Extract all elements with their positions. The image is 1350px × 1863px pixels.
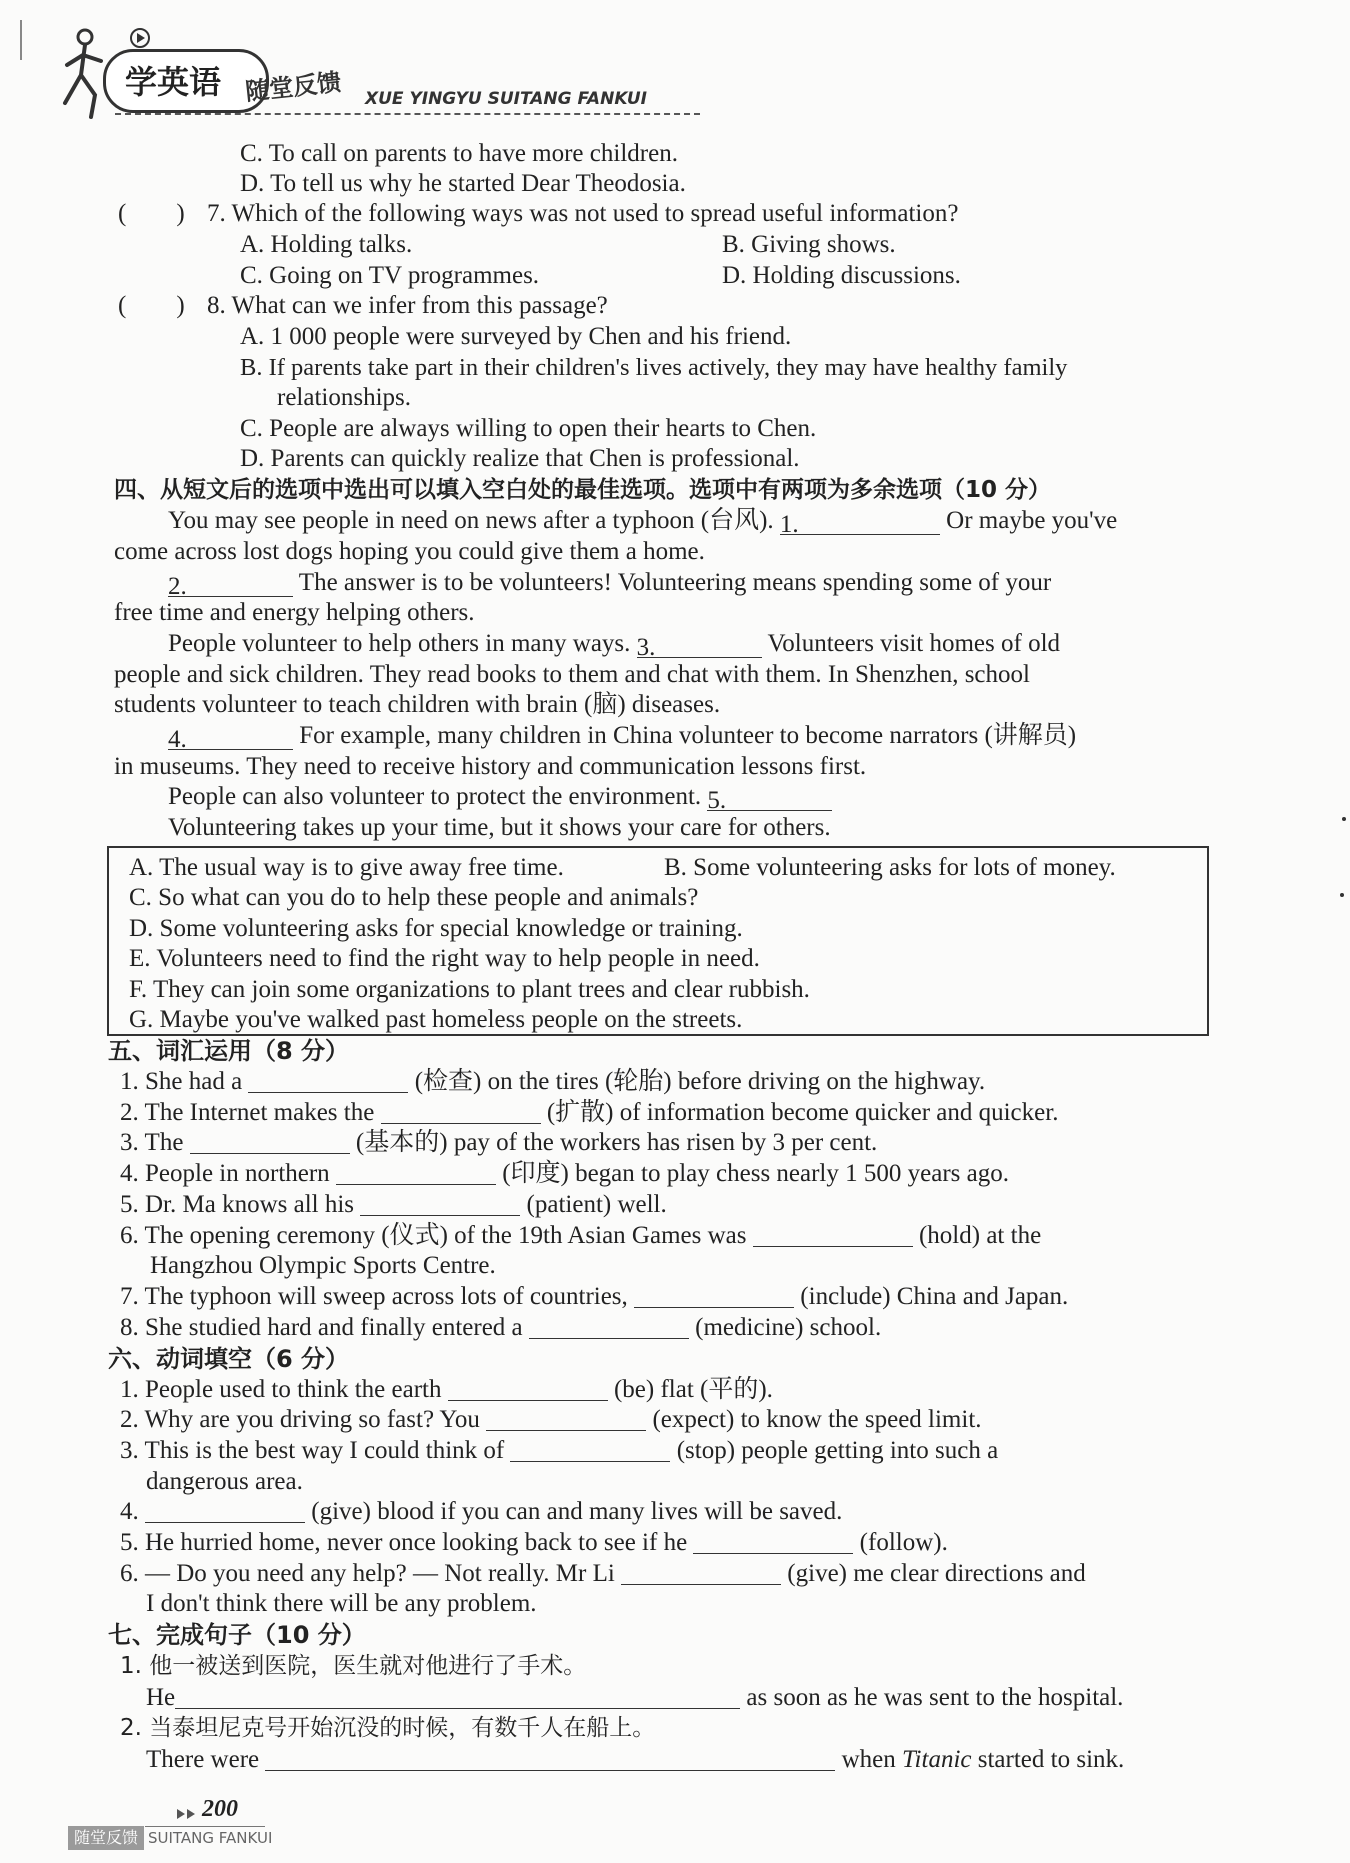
q8-option-c: C. People are always willing to open their hearts to Chen. xyxy=(240,415,817,442)
q8-stem: 8. What can we infer from this passage? xyxy=(207,292,608,319)
q7-option-b: B. Giving shows. xyxy=(722,231,896,258)
blank-2[interactable]: 2. xyxy=(168,572,293,597)
answer-blank[interactable] xyxy=(621,1560,781,1585)
options-box xyxy=(107,846,1209,1036)
translate-q2: There were when Titanic started to sink. xyxy=(146,1746,1125,1773)
option-g: G. Maybe you've walked past homeless people on the streets. xyxy=(129,1006,743,1033)
option-c: C. So what can you do to help these people and animals? xyxy=(129,884,699,911)
passage-line: 2. The answer is to be volunteers! Volunteering means spending some of your xyxy=(168,569,1052,600)
option-b: B. Some volunteering asks for lots of money. xyxy=(664,854,1116,881)
vocab-q6-cont: Hangzhou Olympic Sports Centre. xyxy=(150,1252,496,1279)
double-arrow-icon xyxy=(175,1808,199,1820)
answer-blank[interactable] xyxy=(510,1437,670,1462)
answer-blank[interactable] xyxy=(693,1529,853,1554)
q7-answer-paren[interactable]: ( ) xyxy=(118,200,185,227)
header-rule xyxy=(115,113,700,115)
passage-line: people and sick children. They read books to them and chat with them. In Shenzhen, school xyxy=(114,661,1030,688)
passage-line: People can also volunteer to protect the environment. 5. xyxy=(168,782,832,812)
margin-line xyxy=(20,20,22,60)
verb-q1: 1. People used to think the earth (be) flat (平的). xyxy=(120,1376,773,1403)
verb-q2: 2. Why are you driving so fast? You (expect) to know the speed limit. xyxy=(120,1406,982,1433)
verb-q5: 5. He hurried home, never once looking back to see if he (follow). xyxy=(120,1529,948,1556)
q7-option-d: D. Holding discussions. xyxy=(722,262,961,289)
verb-q6: 6. — Do you need any help? — Not really. Mr Li (give) me clear directions and xyxy=(120,1560,1086,1587)
section4-title: 四、从短文后的选项中选出可以填入空白处的最佳选项。选项中有两项为多余选项（10 分） xyxy=(114,477,1052,503)
verb-q6-cont: I don't think there will be any problem. xyxy=(146,1590,537,1617)
q7-option-a: A. Holding talks. xyxy=(240,231,413,258)
q8-option-a: A. 1 000 people were surveyed by Chen and his friend. xyxy=(240,323,792,350)
vocab-q6: 6. The opening ceremony (仪式) of the 19th Asian Games was (hold) at the xyxy=(120,1222,1042,1249)
q8-option-d: D. Parents can quickly realize that Chen is professional. xyxy=(240,445,800,472)
passage-line: students volunteer to teach children with brain (脑) diseases. xyxy=(114,691,721,718)
answer-blank[interactable] xyxy=(486,1406,646,1431)
vocab-q7: 7. The typhoon will sweep across lots of countries, (include) China and Japan. xyxy=(120,1283,1069,1310)
margin-dot xyxy=(1340,893,1344,897)
vocab-q3: 3. The (基本的) pay of the workers has risen by 3 per cent. xyxy=(120,1129,878,1156)
brand-pinyin: XUE YINGYU SUITANG FANKUI xyxy=(365,89,648,109)
answer-blank[interactable] xyxy=(360,1191,520,1216)
footer-rule xyxy=(145,1826,265,1827)
q7-option-c: C. Going on TV programmes. xyxy=(240,262,540,289)
answer-blank[interactable] xyxy=(336,1160,496,1185)
option-e: E. Volunteers need to find the right way to help people in need. xyxy=(129,945,760,972)
answer-blank[interactable] xyxy=(248,1068,408,1093)
answer-blank[interactable] xyxy=(529,1314,689,1339)
q6-option-c: C. To call on parents to have more children. xyxy=(240,140,678,167)
passage-line: free time and energy helping others. xyxy=(114,599,475,626)
vocab-q8: 8. She studied hard and finally entered a (medicine) school. xyxy=(120,1314,882,1341)
answer-blank[interactable] xyxy=(265,1746,835,1771)
passage-line: Volunteering takes up your time, but it shows your care for others. xyxy=(168,814,831,841)
q7-stem: 7. Which of the following ways was not used to spread useful information? xyxy=(207,200,959,227)
vocab-q5: 5. Dr. Ma knows all his (patient) well. xyxy=(120,1191,667,1218)
answer-blank[interactable] xyxy=(753,1222,913,1247)
footer-label: 随堂反馈 xyxy=(68,1826,144,1850)
blank-3[interactable]: 3. xyxy=(637,633,762,658)
answer-blank[interactable] xyxy=(145,1498,305,1523)
answer-blank[interactable] xyxy=(190,1129,350,1154)
verb-q3: 3. This is the best way I could think of (stop) people getting into such a xyxy=(120,1437,999,1464)
blank-5[interactable]: 5. xyxy=(707,786,832,811)
translate-q1-chinese: 1. 他一被送到医院，医生就对他进行了手术。 xyxy=(120,1653,587,1679)
blank-4[interactable]: 4. xyxy=(168,725,293,750)
section5-title: 五、词汇运用（8 分） xyxy=(108,1037,350,1065)
section7-title: 七、完成句子（10 分） xyxy=(108,1621,366,1649)
blank-1[interactable]: 1. xyxy=(780,510,940,535)
passage-line: in museums. They need to receive history and communication lessons first. xyxy=(114,753,867,780)
passage-line: come across lost dogs hoping you could give them a home. xyxy=(114,538,705,565)
answer-blank[interactable] xyxy=(381,1099,541,1124)
vocab-q1: 1. She had a (检查) on the tires (轮胎) before driving on the highway. xyxy=(120,1068,986,1095)
option-a: A. The usual way is to give away free time. xyxy=(129,854,564,881)
passage-line: People volunteer to help others in many ways. 3. Volunteers visit homes of old xyxy=(168,630,1061,661)
play-icon xyxy=(129,27,151,49)
passage-line: You may see people in need on news after a typhoon (台风). 1. Or maybe you've xyxy=(168,507,1118,538)
verb-q4: 4. (give) blood if you can and many lives will be saved. xyxy=(120,1498,843,1525)
q8-answer-paren[interactable]: ( ) xyxy=(118,292,185,319)
passage-line: 4. For example, many children in China volunteer to become narrators (讲解员) xyxy=(168,722,1077,753)
vocab-q2: 2. The Internet makes the (扩散) of information become quicker and quicker. xyxy=(120,1099,1059,1126)
section6-title: 六、动词填空（6 分） xyxy=(108,1345,350,1373)
option-d: D. Some volunteering asks for special knowledge or training. xyxy=(129,915,743,942)
verb-q3-cont: dangerous area. xyxy=(146,1468,303,1495)
q8-option-b-cont: relationships. xyxy=(277,384,412,411)
answer-blank[interactable] xyxy=(448,1376,608,1401)
header-banner xyxy=(55,25,655,125)
answer-blank[interactable] xyxy=(175,1684,740,1709)
footer-pinyin: SUITANG FANKUI xyxy=(148,1829,273,1847)
vocab-q4: 4. People in northern (印度) began to play chess nearly 1 500 years ago. xyxy=(120,1160,1009,1187)
margin-dot xyxy=(1342,817,1346,821)
translate-q2-chinese: 2. 当泰坦尼克号开始沉没的时候，有数千人在船上。 xyxy=(120,1715,656,1741)
brand-subtitle: 随堂反馈 xyxy=(244,68,343,106)
translate-q1: He as soon as he was sent to the hospital. xyxy=(146,1684,1124,1711)
brand-title: 学英语 xyxy=(125,63,222,101)
answer-blank[interactable] xyxy=(634,1283,794,1308)
option-f: F. They can join some organizations to plant trees and clear rubbish. xyxy=(129,976,810,1003)
q8-option-b: B. If parents take part in their children's lives actively, they may have healthy family xyxy=(240,354,1068,381)
q6-option-d: D. To tell us why he started Dear Theodosia. xyxy=(240,170,686,197)
page-number: 200 xyxy=(202,1796,238,1822)
